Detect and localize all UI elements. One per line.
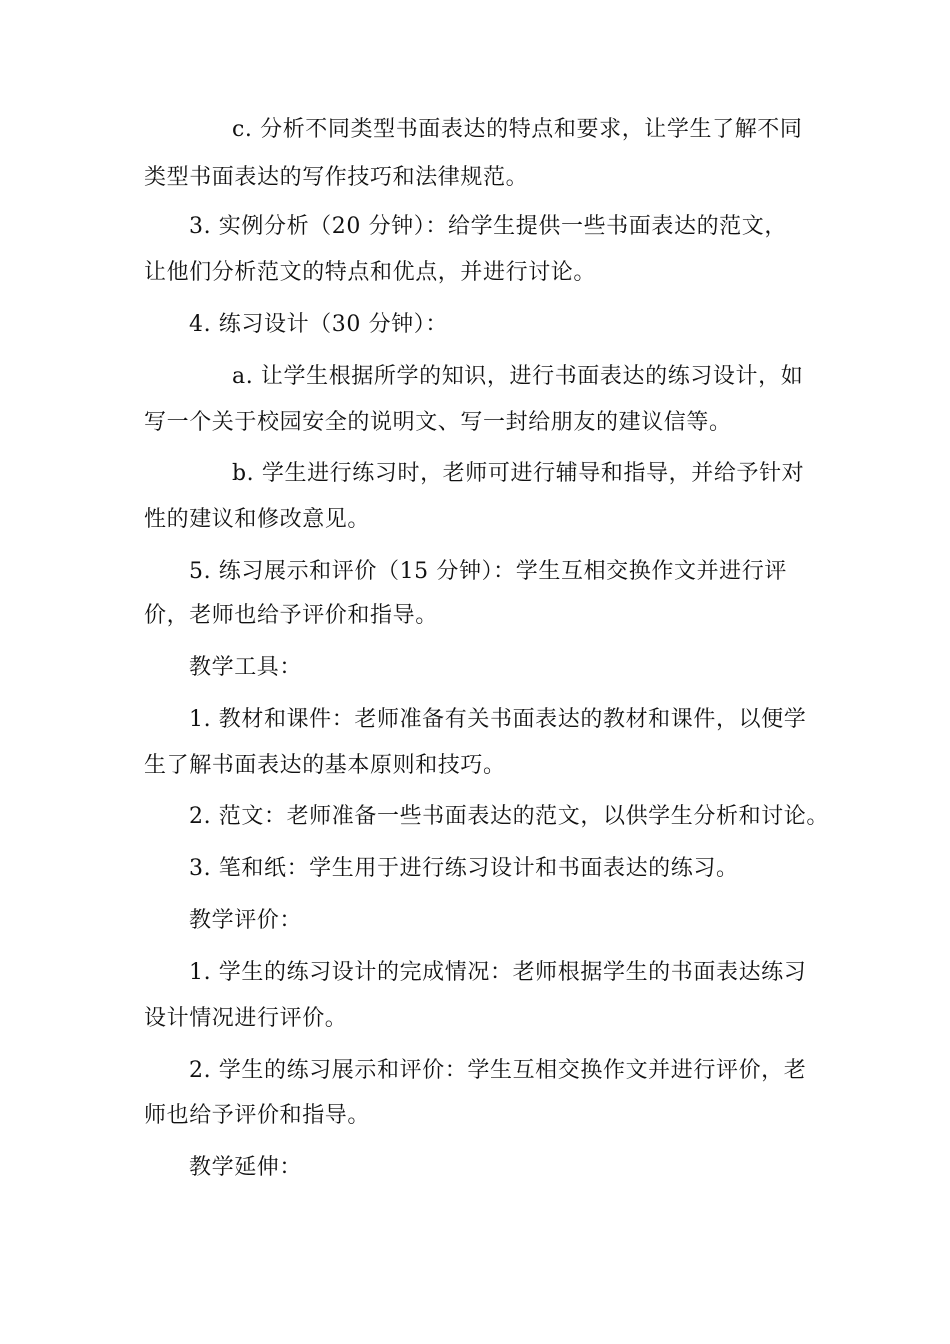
text-line-practice-design: 4. 练习设计（30 分钟）：	[189, 312, 448, 337]
text-line-c-analysis: c. 分析不同类型书面表达的特点和要求，让学生了解不同	[232, 117, 803, 142]
text-line-eval-2: 2. 学生的练习展示和评价：学生互相交换作文并进行评价，老	[189, 1058, 807, 1083]
section-heading-tools: 教学工具：	[189, 655, 303, 680]
text-line-showcase: 5. 练习展示和评价（15 分钟）：学生互相交换作文并进行评	[189, 559, 787, 584]
text-line-tools-1: 1. 教材和课件：老师准备有关书面表达的教材和课件，以便学	[189, 707, 807, 732]
text-line-example-analysis-cont: 让他们分析范文的特点和优点，并进行讨论。	[144, 260, 597, 285]
text-line-tools-2: 2. 范文：老师准备一些书面表达的范文，以供学生分析和讨论。	[189, 804, 829, 829]
text-line-tools-3: 3. 笔和纸：学生用于进行练习设计和书面表达的练习。	[189, 856, 739, 881]
text-line-c-analysis-cont: 类型书面表达的写作技巧和法律规范。	[144, 165, 529, 190]
text-line-b-practice: b. 学生进行练习时，老师可进行辅导和指导，并给予针对	[232, 461, 805, 486]
text-line-eval-1-cont: 设计情况进行评价。	[144, 1006, 348, 1031]
section-heading-evaluation: 教学评价：	[189, 908, 303, 933]
text-line-example-analysis: 3. 实例分析（20 分钟）：给学生提供一些书面表达的范文，	[189, 214, 787, 239]
text-line-a-practice-cont: 写一个关于校园安全的说明文、写一封给朋友的建议信等。	[144, 410, 732, 435]
section-heading-extension: 教学延伸：	[189, 1155, 303, 1180]
text-line-eval-1: 1. 学生的练习设计的完成情况：老师根据学生的书面表达练习	[189, 960, 807, 985]
text-line-showcase-cont: 价，老师也给予评价和指导。	[144, 603, 438, 628]
text-line-a-practice: a. 让学生根据所学的知识，进行书面表达的练习设计，如	[232, 364, 804, 389]
text-line-eval-2-cont: 师也给予评价和指导。	[144, 1103, 371, 1128]
text-line-b-practice-cont: 性的建议和修改意见。	[144, 507, 371, 532]
text-line-tools-1-cont: 生了解书面表达的基本原则和技巧。	[144, 753, 506, 778]
